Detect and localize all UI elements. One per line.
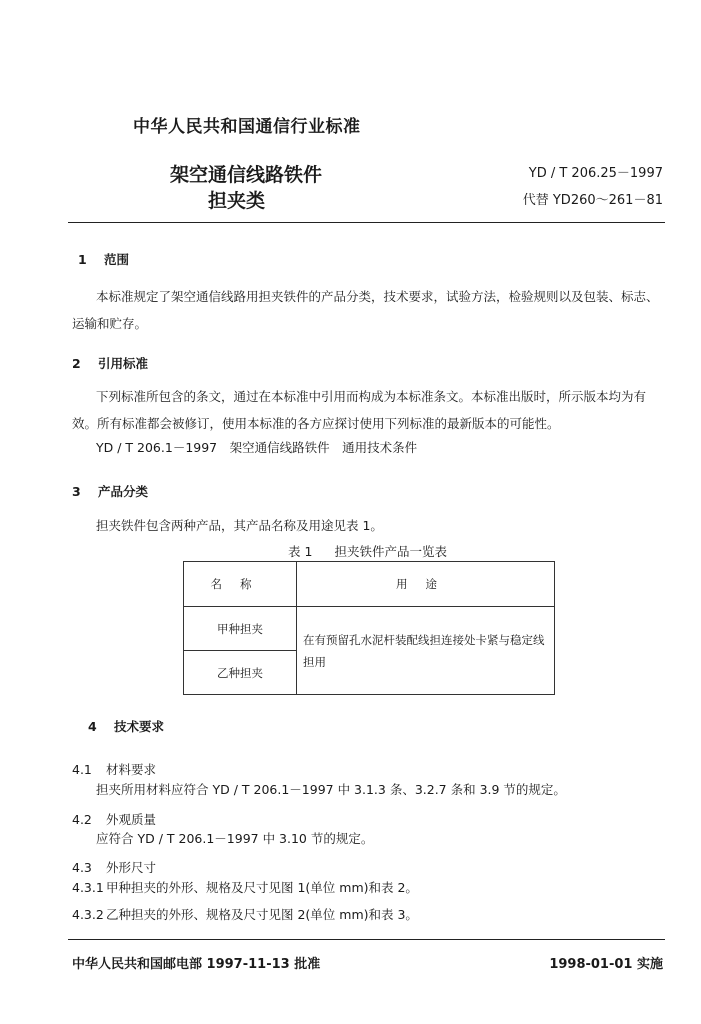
section-number: 4 (88, 719, 97, 734)
section-number: 3 (72, 484, 81, 499)
section-number: 1 (78, 252, 87, 267)
section-title: 外形尺寸 (106, 860, 157, 875)
table-header-use: 用途 (297, 562, 555, 607)
table-caption-title: 担夹铁件产品一览表 (334, 544, 447, 559)
footer-effective-date: 1998-01-01 实施 (549, 957, 663, 972)
table-cell-use: 在有预留孔水泥杆装配线担连接处卡紧与稳定线担用 (297, 607, 555, 695)
section-title: 引用标准 (98, 356, 149, 371)
replaces-standard: 代替 YD260～261－81 (522, 193, 663, 208)
section-title: 外观质量 (106, 812, 157, 827)
section-3-heading (72, 482, 148, 500)
section-2-reference: YD / T 206.1－1997 架空通信线路铁件 通用技术条件 (96, 440, 418, 455)
table-cell-row1-name: 甲种担夹 (184, 607, 297, 651)
table-caption-number: 表 1 (288, 544, 313, 559)
section-title: 范围 (104, 252, 130, 267)
section-4-2-paragraph: 应符合 YD / T 206.1－1997 中 3.10 节的规定。 (96, 831, 374, 846)
section-number: 4.3.1 (72, 880, 104, 895)
section-1-heading (78, 250, 129, 268)
section-4-3-2-paragraph (72, 901, 418, 928)
section-text: 乙种担夹的外形、规格及尺寸见图 2(单位 mm)和表 3。 (106, 907, 418, 922)
standard-code: YD / T 206.25－1997 (528, 166, 663, 181)
section-text: 甲种担夹的外形、规格及尺寸见图 1(单位 mm)和表 2。 (106, 880, 418, 895)
footer-divider (68, 939, 665, 940)
table-cell-row2-name: 乙种担夹 (184, 651, 297, 695)
section-2-heading (72, 354, 148, 372)
section-4-heading (88, 717, 164, 735)
document-title-line2: 担夹类 (208, 190, 266, 212)
table-1-caption (288, 542, 447, 560)
header-divider (68, 222, 665, 223)
table-header-name: 名称 (184, 562, 297, 607)
section-4-3-1-paragraph (72, 874, 418, 901)
section-number: 4.3.2 (72, 907, 104, 922)
section-number: 4.2 (72, 812, 92, 827)
document-title-line1: 架空通信线路铁件 (170, 164, 323, 186)
section-title: 技术要求 (114, 719, 165, 734)
section-3-paragraph: 担夹铁件包含两种产品，其产品名称及用途见表 1。 (96, 518, 383, 533)
section-number: 4.3 (72, 860, 92, 875)
industry-standard-heading: 中华人民共和国通信行业标准 (133, 117, 361, 137)
section-1-paragraph: 本标准规定了架空通信线路用担夹铁件的产品分类，技术要求，试验方法，检验规则以及包装、标志、运输和贮存。 (72, 289, 659, 331)
section-4-1-paragraph: 担夹所用材料应符合 YD / T 206.1－1997 中 3.1.3 条、3.2.7 条和 3.9 节的规定。 (96, 782, 566, 797)
footer-issuer: 中华人民共和国邮电部 1997-11-13 批准 (72, 957, 321, 972)
section-number: 2 (72, 356, 81, 371)
section-title: 材料要求 (106, 762, 157, 777)
section-title: 产品分类 (98, 484, 149, 499)
section-2-paragraph: 下列标准所包含的条文，通过在本标准中引用而构成为本标准条文。本标准出版时，所示版本均为有效。所有标准都会被修订，使用本标准的各方应探讨使用下列标准的最新版本的可能性。 (72, 389, 647, 431)
section-number: 4.1 (72, 762, 92, 777)
product-table (183, 561, 555, 695)
